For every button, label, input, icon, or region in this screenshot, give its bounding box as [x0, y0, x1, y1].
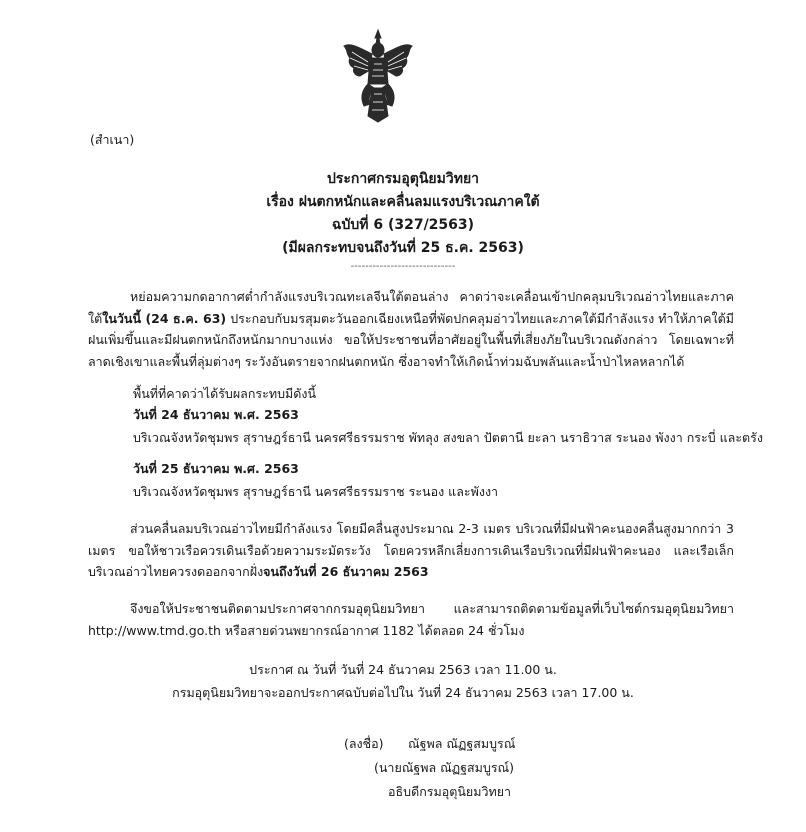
announcement-subject: เรื่อง ฝนตกหนักและคลื่นลมแรงบริเวณภาคใต้	[266, 194, 540, 210]
paragraph-text: หย่อมความกดอากาศต่ำกำลังแรงบริเวณทะเลจีนใต้ตอนล่าง คาดว่าจะเคลื่อนเข้าปกคลุมบริเวณอ่าวไทยและภาคใต้	[88, 289, 734, 326]
signatory-position: อธิบดีกรมอุตุนิยมวิทยา	[388, 784, 512, 799]
signature-name: ณัฐพล ณัฏฐสมบูรณ์	[408, 736, 516, 751]
paragraph-weather-situation	[88, 286, 734, 372]
paragraph-follow-up: จึงขอให้ประชาชนติดตามประกาศจากกรมอุตุนิยมวิทยา และสามารถติดตามข้อมูลที่เว็บไซต์กรมอุตุนิยมวิทยา http://www.tmd.go.th หรือสายด่วนพยากรณ์อากาศ 1182 ได้ตลอด 24 ชั่วโมง	[88, 601, 734, 638]
affected-areas-1: บริเวณจังหวัดชุมพร สุราษฎร์ธานี นครศรีธรรมราช พัทลุง สงขลา ปัตตานี ยะลา นราธิวาส ระนอง พังงา กระบี่ และตรัง	[133, 430, 763, 445]
affected-date-1: วันที่ 24 ธันวาคม พ.ศ. 2563	[133, 407, 299, 422]
copy-tag: (สำเนา)	[90, 132, 135, 147]
next-issue-datetime: กรมอุตุนิยมวิทยาจะออกประกาศฉบับต่อไปใน วันที่ 24 ธันวาคม 2563 เวลา 17.00 น.	[172, 685, 634, 700]
signatory-full-name: (นายณัฐพล ณัฏฐสมบูรณ์)	[374, 760, 515, 775]
issued-datetime: ประกาศ ณ วันที่ วันที่ 24 ธันวาคม 2563 เวลา 11.00 น.	[249, 662, 557, 677]
paragraph-waves	[88, 518, 734, 583]
announcement-number: ฉบับที่ 6 (327/2563)	[331, 217, 475, 233]
garuda-emblem-icon	[342, 28, 414, 124]
signature-label: (ลงชื่อ)	[344, 736, 384, 751]
paragraph-bold-date: จนถึงวันที่ 26 ธันวาคม 2563	[263, 564, 429, 579]
divider-line: -----------------------------	[350, 261, 456, 272]
affected-intro: พื้นที่ที่คาดว่าได้รับผลกระทบมีดังนี้	[133, 386, 317, 401]
affected-areas-2: บริเวณจังหวัดชุมพร สุราษฎร์ธานี นครศรีธรรมราช ระนอง และพังงา	[133, 484, 499, 499]
affected-date-2: วันที่ 25 ธันวาคม พ.ศ. 2563	[133, 461, 299, 476]
paragraph-text: ประกอบกับมรสุมตะวันออกเฉียงเหนือที่พัดปกคลุมอ่าวไทยและภาคใต้มีกำลังแรง ทำให้ภาคใต้มีฝนเพิ่มขึ้นและมีฝนตกหนักถึงหนักมากบางแห่ง ขอให้ประชาชนที่อาศัยอยู่ในพื้นที่เสี่ยงภัยในบริเวณดังกล่าว โดยเฉพาะที่ลาดเชิงเขาและพื้นที่ลุ่มต่างๆ ระวังอันตรายจากฝนตกหนัก ซึ่งอาจทำให้เกิดน้ำท่วมฉับพลันและน้ำป่าไหลหลากได้	[88, 310, 734, 369]
paragraph-bold-date: ในวันนี้ (24 ธ.ค. 63)	[102, 310, 227, 326]
announcement-title: ประกาศกรมอุตุนิยมวิทยา	[326, 171, 480, 187]
announcement-effective: (มีผลกระทบจนถึงวันที่ 25 ธ.ค. 2563)	[282, 240, 524, 256]
paragraph-text: ส่วนคลื่นลมบริเวณอ่าวไทยมีกำลังแรง โดยมีคลื่นสูงประมาณ 2-3 เมตร บริเวณที่มีฝนฟ้าคะนองคลื่นสูงมากกว่า 3 เมตร ขอให้ชาวเรือควรเดินเรือด้วยความระมัดระวัง โดยควรหลีกเลี่ยงการเดินเรือบริเวณที่มีฝนฟ้าคะนอง และเรือเล็กบริเวณอ่าวไทยควรงดออกจากฝั่ง	[88, 521, 734, 579]
